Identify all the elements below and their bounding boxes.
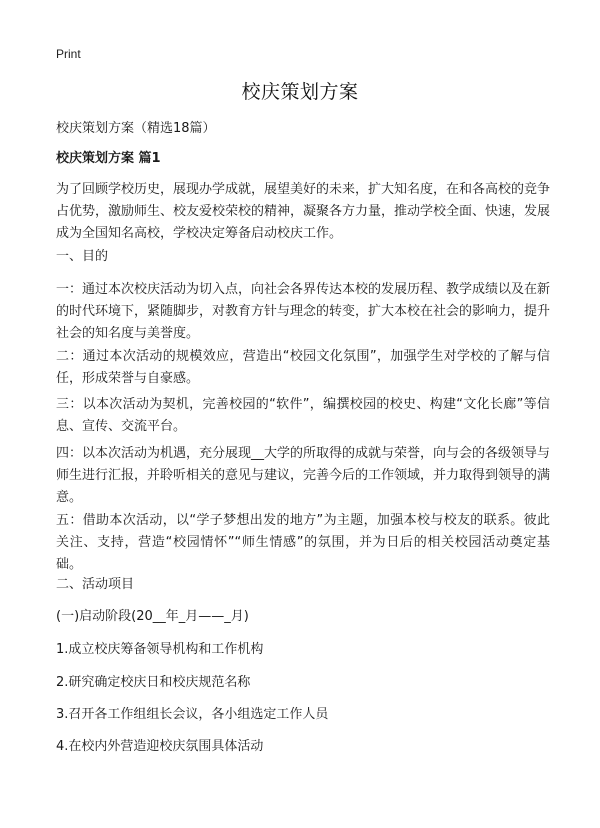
purpose-item-5: 五：借助本次活动，以“学子梦想出发的地方”为主题，加强本校与校友的联系。彼此关注、支持，营造“校园情怀”“师生情感”的氛围，并为日后的相关校园活动奠定基础。	[56, 513, 550, 572]
phase-startup: (一)启动阶段(20__年_月——_月)	[56, 609, 249, 624]
print-link[interactable]: Print	[56, 47, 81, 61]
document-subtitle: 校庆策划方案（精选18篇）	[56, 121, 216, 136]
purpose-item-1: 一：通过本次校庆活动为切入点，向社会各界传达本校的发展历程、教学成绩以及在新的时代环境下，紧随脚步，对教育方针与理念的转变，扩大本校在社会的影响力，提升社会的知名度与美誉度。	[56, 282, 551, 341]
section-heading: 校庆策划方案 篇1	[56, 151, 161, 166]
list-item: 1.成立校庆筹备领导机构和工作机构	[56, 642, 264, 657]
document-title: 校庆策划方案	[241, 81, 359, 103]
list-item: 4.在校内外营造迎校庆氛围具体活动	[56, 739, 264, 754]
list-item: 3.召开各工作组组长会议，各小组选定工作人员	[56, 707, 329, 722]
intro-paragraph: 为了回顾学校历史，展现办学成就，展望美好的未来，扩大知名度，在和各高校的竞争占优势，激励师生、校友爱校荣校的精神，凝聚各方力量，推动学校全面、快速，发展成为全国知名高校，学校决定筹备启动校庆工作。	[56, 182, 551, 241]
purpose-item-2: 二：通过本次活动的规模效应，营造出“校园文化氛围”，加强学生对学校的了解与信任，形成荣誉与自豪感。	[56, 349, 550, 386]
list-item: 2.研究确定校庆日和校庆规范名称	[56, 675, 251, 690]
purpose-item-3: 三：以本次活动为契机，完善校园的“软件”，编撰校园的校史、构建“文化长廊”等信息、宣传、交流平台。	[56, 397, 550, 434]
heading-activities: 二、活动项目	[56, 577, 135, 592]
purpose-item-4: 四：以本次活动为机遇，充分展现__大学的所取得的成就与荣誉，向与会的各级领导与师生进行汇报，并聆听相关的意见与建议，完善今后的工作领域，并力取得到领导的满意。	[56, 446, 551, 505]
heading-purpose: 一、目的	[56, 249, 109, 264]
